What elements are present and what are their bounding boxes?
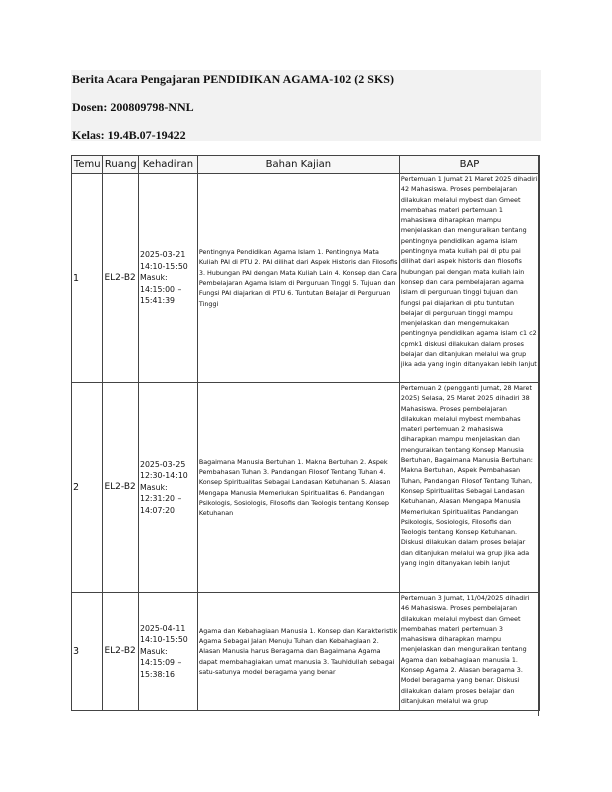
bap-cell [399, 593, 539, 711]
bahan-kajian-cell: Pentingnya Pendidikan Agama Islam 1. Pentingnya Mata Kuliah PAI di PTU 2. PAI dilihat dari Aspek Historis dan Filosofis 3. Hubungan PAI dengan Mata Kuliah Lain 4. Konsep dan Cara Pembelajaran Agama Islam di Perguruan Tinggi 5. Tujuan dan Fungsi PAI diajarkan di PTU 6. Tuntutan Belajar di Perguruan Tinggi [197, 174, 399, 383]
temu-cell: 2 [72, 383, 103, 593]
bahan-kajian-cell: Agama dan Kebahagiaan Manusia 1. Konsep dan Karakteristik Agama Sebagai Jalan Menuju Tuhan dan Kebahagiaan 2. Alasan Manusia harus Beragama dan Bagaimana Agama dapat membahagiakan umat manusia 3. Tauhidullah sebagai satu-satunya model beragama yang benar [197, 593, 399, 711]
dosen-label: Dosen: 200809798-NNL [72, 100, 194, 114]
kehadiran-cell: 2025-03-25 12:30-14:10 Masuk: 12:31:20 – 14:07:20 [139, 383, 198, 593]
table-row [72, 383, 540, 593]
header-kehadiran: Kehadiran [139, 156, 198, 174]
ruang-cell: EL2-B2 [103, 383, 139, 593]
header-temu: Temu [72, 156, 103, 174]
bap-cell [399, 174, 539, 383]
bap-table [71, 155, 540, 711]
kehadiran-cell: 2025-04-11 14:10-15:50 Masuk: 14:15:09 – 15:38:16 [139, 593, 198, 711]
table-row [72, 593, 540, 711]
bap-text: Pertemuan 2 (pengganti Jumat, 28 Maret 2025) Selasa, 25 Maret 2025 dihadiri 38 Mahasiswa. Proses pembelajaran dilakukan melalui mybest membahas materi pertemuan 2 mahasiswa diharapkan mampu menjelaskan dan menguraikan tentang Konsep Manusia Bertuhan, Bagaimana Manusia Bertuhan: Makna Bertuhan, Aspek Pembahasan Tuhan, Pandangan Filosof Tentang Tuhan, Konsep Spiritualitas Sebagai Landasan Ketuhanan, Alasan Mengapa Manusia Memerlukan Spiritualitas Pandangan Psikologis, Sosiologis, Filosofis dan Teologis tentang Konsep Ketuhanan. Diskusi dilakukan dalam proses belajar dan ditanjukan melalui wa grup jika ada yang ingin ditanyakan lebih lanjut [400, 384, 533, 568]
temu-cell: 3 [72, 593, 103, 711]
header-bahan-kajian: Bahan Kajian [197, 156, 399, 174]
bap-cell [399, 383, 539, 593]
temu-cell: 1 [72, 174, 103, 383]
table-header-row [72, 156, 540, 174]
table-row [72, 174, 540, 383]
header-bap: BAP [399, 156, 539, 174]
ruang-cell: EL2-B2 [103, 593, 139, 711]
header-ruang: Ruang [103, 156, 139, 174]
bahan-kajian-cell: Bagaimana Manusia Bertuhan 1. Makna Bertuhan 2. Aspek Pembahasan Tuhan 3. Pandangan Filosof Tentang Tuhan 4. Konsep Spiritualitas Sebagai Landasan Ketuhanan 5. Alasan Mengapa Manusia Memerlukan Spiritualitas 6. Pandangan Psikologis, Sosiologis, Filosofis dan Teologis tentang Konsep Ketuhanan [197, 383, 399, 593]
table-right-border [538, 155, 541, 716]
ruang-cell: EL2-B2 [103, 174, 139, 383]
page-title: Berita Acara Pengajaran PENDIDIKAN AGAMA-102 (2 SKS) [72, 72, 394, 86]
kelas-label: Kelas: 19.4B.07-19422 [72, 128, 186, 142]
bap-text: Pertemuan 3 Jumat, 11/04/2025 dihadiri 46 Mahasiswa. Proses pembelajaran dilakukan melalui mybest dan Gmeet membahas materi pertemuan 3 mahasiswa diharapkan mampu menjelaskan dan menguraikan tentang Agama dan kebahagiaan manusia 1. Konsep Agama 2. Alasan beragama 3. Model beragama yang benar. Diskusi dilakukan dalam proses belajar dan ditanjukan melalui wa grup [400, 594, 530, 705]
bap-text: Pertemuan 1 Jumat 21 Maret 2025 dihadiri 42 Mahasiswa. Proses pembelajaran dilakukan melalui mybest dan Gmeet membahas materi pertemuan 1 mahasiswa diharapkan mampu menjelaskan dan menguraikan tentang pentingnya pendidikan agama islam pentingnya mata kuliah pai di ptu pai dilihat dari aspek historis dan filosofis hubungan pai dengan mata kuliah lain konsep dan cara pembelajaran agama islam di perguruan tinggi tujuan dan fungsi pai diajarkan di ptu tuntutan belajar di perguruan tinggi mampu menjelaskan dan mengemukakan pentingnya pendidikan agama islam c1 c2 cpmk1 diskusi dilakukan dalam proses belajar dan ditanjukan melalui wa grup jika ada yang ingin ditanyakan lebih lanjut [400, 175, 538, 369]
kehadiran-cell: 2025-03-21 14:10-15:50 Masuk: 14:15:00 – 15:41:39 [139, 174, 198, 383]
